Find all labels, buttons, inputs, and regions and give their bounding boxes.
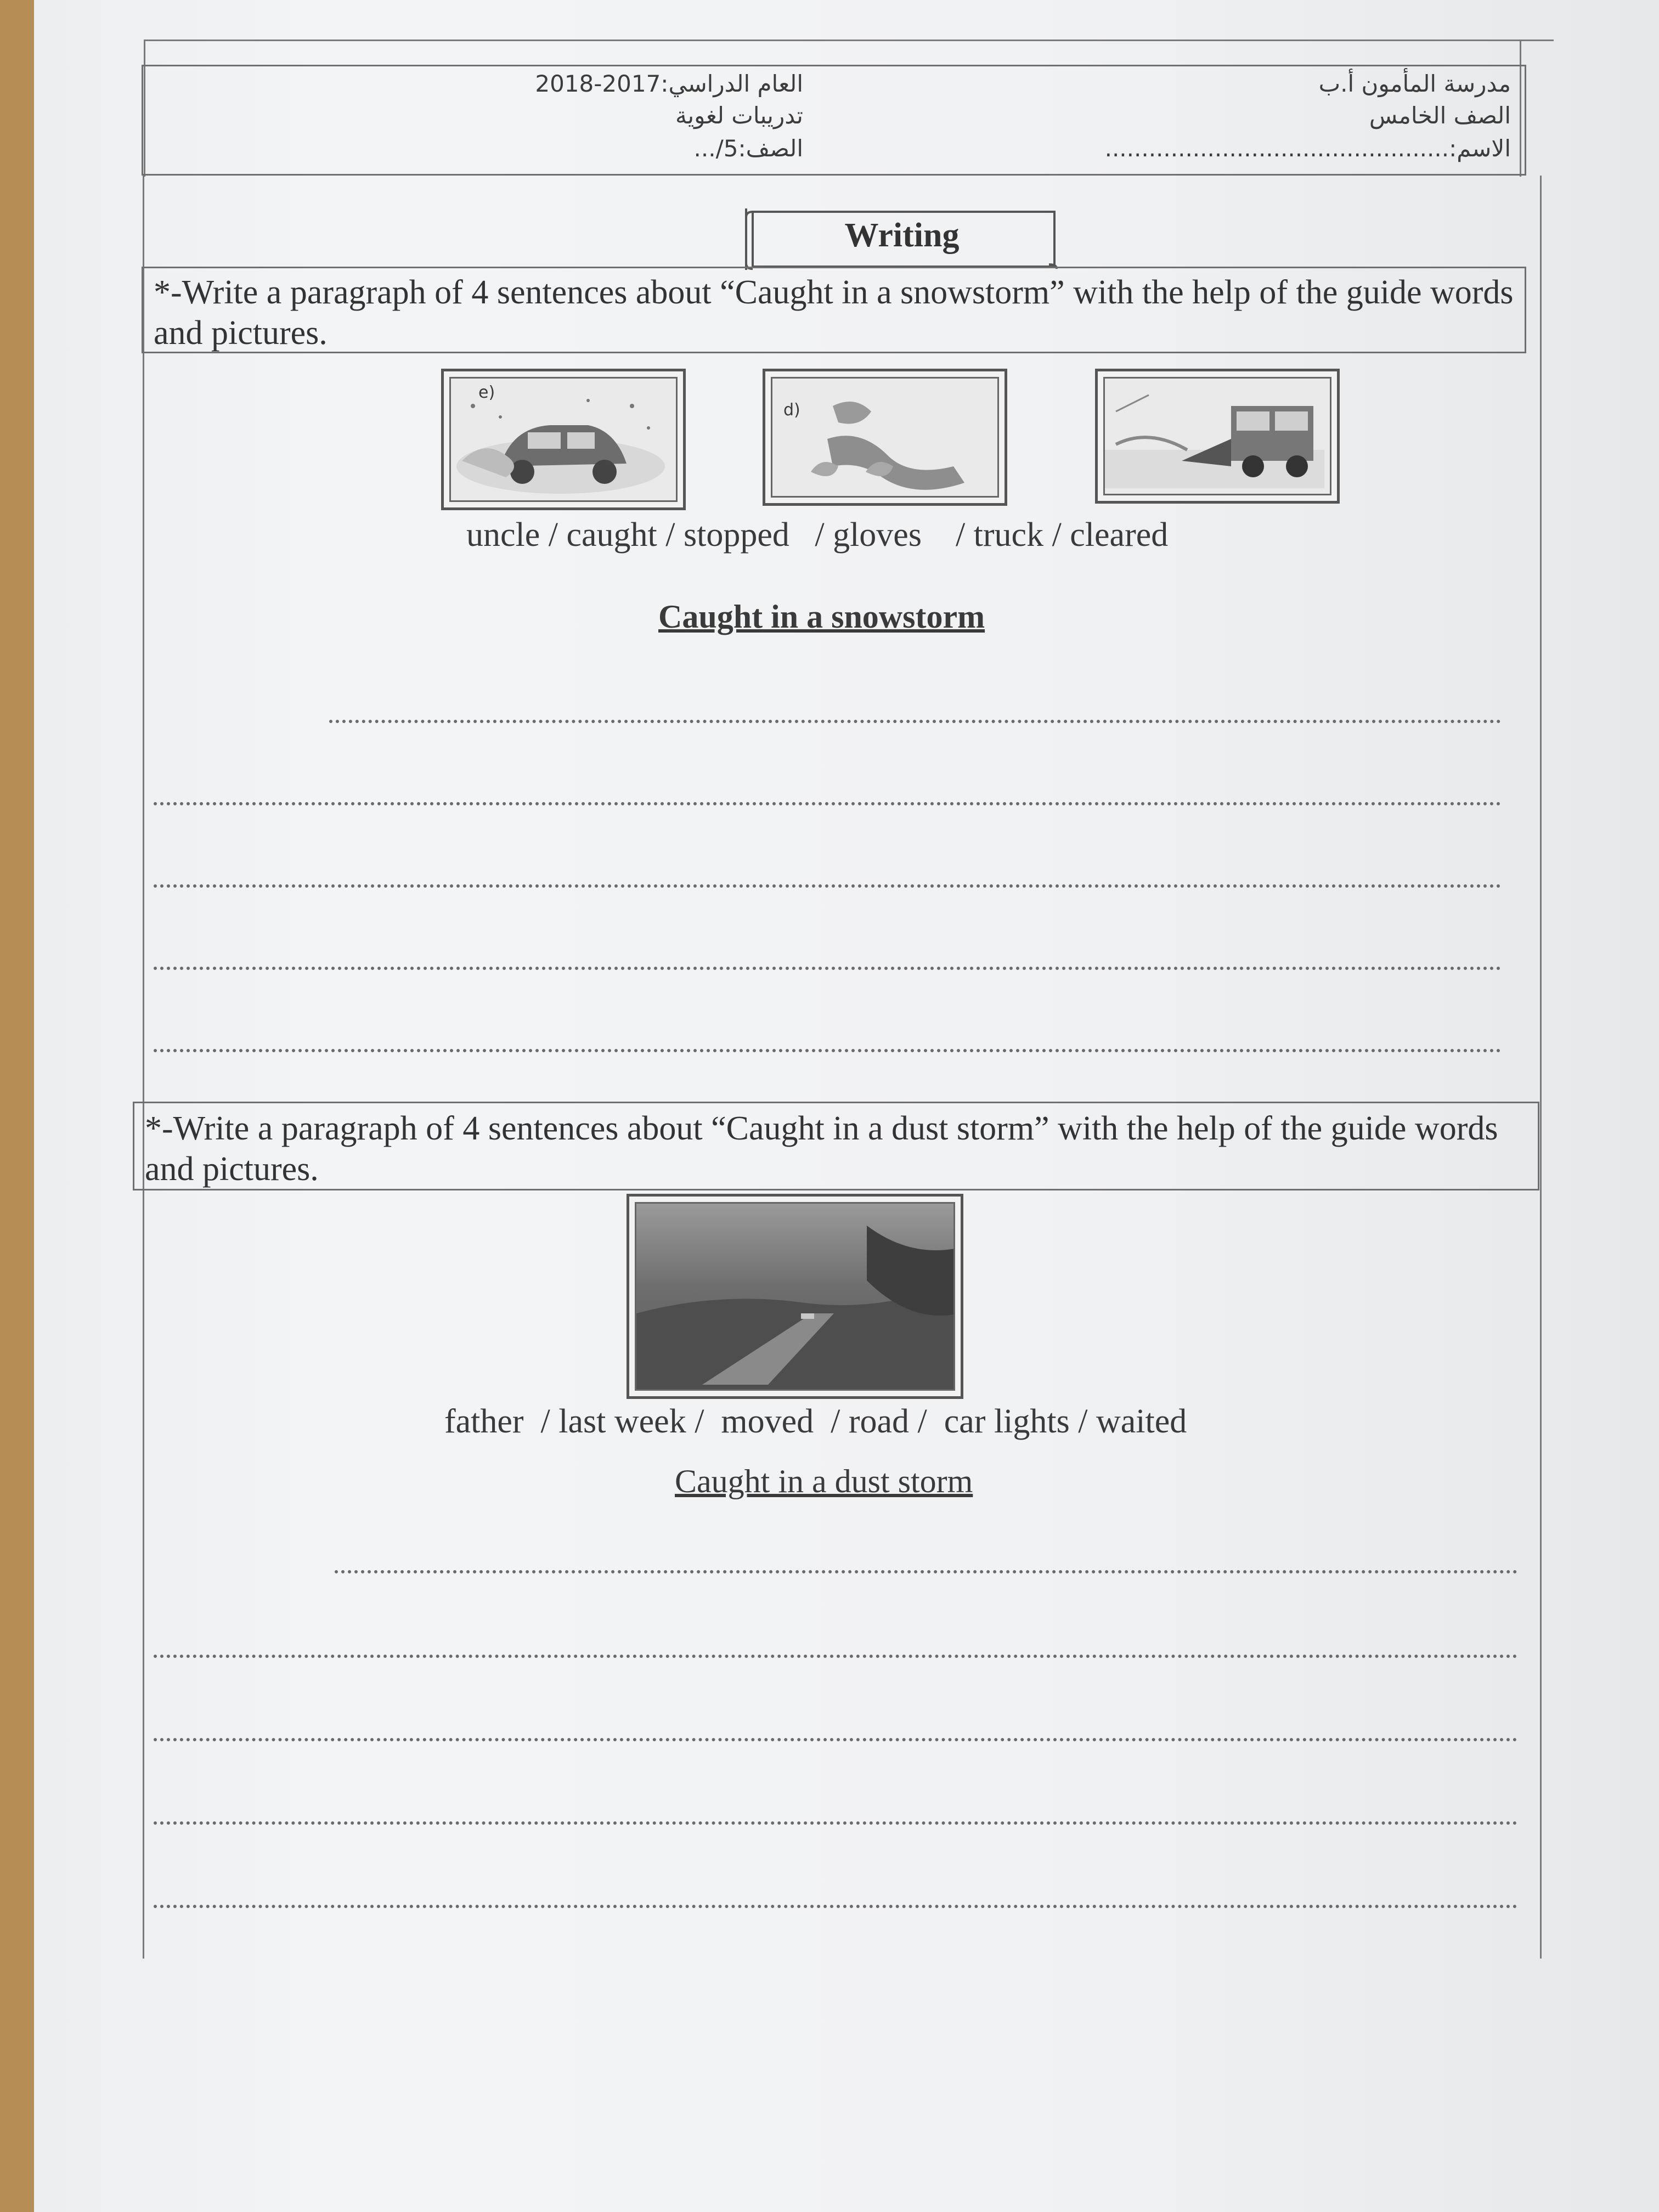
academic-year: العام الدراسي:2017-2018 [535, 70, 803, 97]
dust-storm-road-icon [636, 1204, 955, 1391]
task2-instruction: *-Write a paragraph of 4 sentences about “Caught in a dust storm” with the help of the guide words and pictures. [145, 1110, 1498, 1188]
worksheet-paper [34, 0, 1659, 2212]
gloves-scarf-icon [772, 379, 992, 494]
class-label: الصف:5/... [693, 135, 803, 162]
writing-banner [742, 204, 1062, 274]
picture-car-in-snow [441, 369, 686, 510]
section-title: Writing [844, 217, 960, 254]
frame-right-line [1540, 176, 1542, 1959]
task1-title: Caught in a snowstorm [658, 599, 985, 635]
writing-line[interactable] [154, 884, 1501, 888]
writing-line[interactable] [154, 967, 1501, 970]
writing-line[interactable] [154, 1738, 1517, 1741]
writing-line[interactable] [154, 1655, 1517, 1658]
grade-label: الصف الخامس [1369, 102, 1511, 129]
writing-line[interactable] [335, 1570, 1517, 1573]
snowplow-truck-icon [1105, 379, 1324, 488]
writing-line[interactable] [154, 802, 1501, 805]
frame-left-line [143, 176, 144, 1959]
car-snow-icon [451, 384, 670, 499]
task1-instruction: *-Write a paragraph of 4 sentences about “Caught in a snowstorm” with the help of the guide words and pictures. [154, 274, 1514, 352]
picture-dust-storm [627, 1194, 963, 1399]
subject-label: تدريبات لغوية [675, 102, 803, 129]
writing-line[interactable] [154, 1905, 1517, 1908]
writing-line[interactable] [329, 720, 1501, 723]
picture-gloves [763, 369, 1007, 506]
task2-guide-words: father / last week / moved / road / car lights / waited [444, 1403, 1187, 1440]
picture-snow-truck [1095, 369, 1340, 504]
picture-label-d: d) [783, 400, 800, 420]
writing-line[interactable] [154, 1049, 1501, 1052]
frame-top-line [144, 40, 1554, 41]
task1-guide-words: uncle / caught / stopped / gloves / truck / cleared [466, 516, 1169, 554]
picture-label-e: e) [478, 383, 495, 402]
writing-line[interactable] [154, 1821, 1517, 1825]
task2-title: Caught in a dust storm [675, 1463, 973, 1499]
student-name-field: الاسم:............................................... [1104, 135, 1511, 162]
school-name: مدرسة المأمون أ.ب [1318, 70, 1511, 97]
